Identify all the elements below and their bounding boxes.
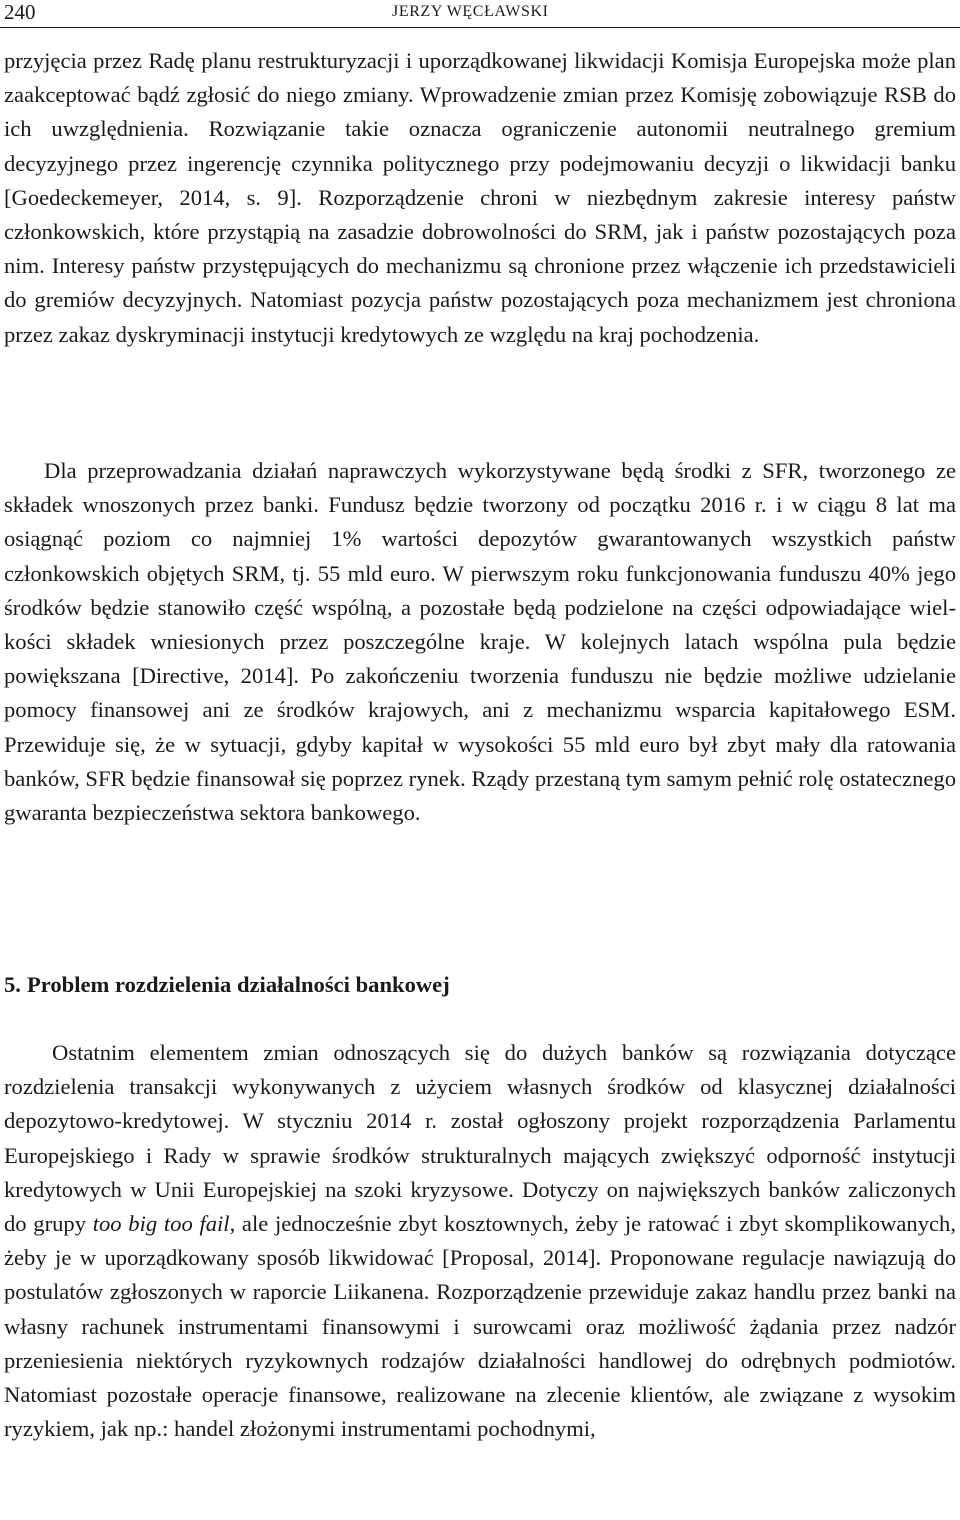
running-author: JERZY WĘCŁAWSKI (392, 3, 549, 20)
body-paragraph-2: Dla przeprowadzania działań naprawczych wykorzystywane będą środki z SFR, tworzonego ze składek wnoszonych przez banki. Fundusz będzie tworzony od początku 2016 r. i w ciągu 8 lat ma osiągnąć poziom co najmniej 1% wartości depozytów gwarantowanych wszystkich państw członkowskich objętych SRM, tj. 55 mld euro. W pierwszym roku funkcjonowania funduszu 40% jego środków będzie stanowiło część wspólną, a pozostałe będą podzielone na części odpowiadające wielkości składek wniesionych przez poszczególne kraje. W kolejnych latach wspólna pula będzie powiększana [Directive, 2014]. Po zakończeniu tworzenia funduszu nie będzie możliwe udzielanie pomocy finansowej ani ze środków krajowych, ani z mechanizmu wsparcia kapitałowego ESM. Przewiduje się, że w sytuacji, gdyby kapitał w wysokości 55 mld euro był zbyt mały dla ratowania banków, SFR będzie finansował się poprzez rynek. Rządy przestaną tym samym pełnić rolę ostatecznego gwaranta bezpieczeństwa sektora bankowego. (4, 458, 956, 826)
page-number: 240 (4, 0, 36, 24)
body-paragraph-3 (4, 1036, 956, 1446)
paragraph-3-text-end: , ale jednocześnie zbyt kosztownych, żeby je ratować i zbyt skomplikowanych, żeby je w uporządkowany sposób likwidować [Proposal, 2014]. Proponowane regulacje nawiązują do postulatów zgłoszonych w raporcie Liikanena. Rozporządzenie przewiduje zakaz handlu przez banki na własny rachunek instrumentami finansowymi i surowcami oraz możliwość żądania przez nadzór przeniesienia niektórych ryzykownych rodzajów działalności handlowej do odrębnych podmiotów. Natomiast pozostałe operacje finansowe, realizowane na zlecenie klientów, ale związane z wysokim ryzykiem, jak np.: handel złożonymi instrumentami pochodnymi, (4, 1211, 956, 1442)
section-title: Problem rozdzielenia działalności bankowej (26, 972, 450, 997)
paragraph-3-text-start: Ostatnim elementem zmian odnoszących się do dużych banków są rozwiązania dotyczące rozdzielenia transakcji wykonywanych z użyciem własnych środków od klasycznej działalności depozytowo-kredytowej. W styczniu 2014 r. został ogłoszony projekt rozporządzenia Parlamentu Europejskiego i Rady w sprawie środków strukturalnych mających zwiększyć odporność instytucji kredytowych w Unii Europejskiej na szoki kryzysowe. Dotyczy on największych banków zaliczonych do grupy (4, 1040, 956, 1237)
section-heading (4, 970, 450, 1000)
body-paragraph-1: przyjęcia przez Radę planu restrukturyzacji i uporządkowanej likwidacji Komisja Europejska może plan zaakceptować bądź zgłosić do niego zmiany. Wprowadzenie zmian przez Komisję zobowiązuje RSB do ich uwzględnienia. Rozwiązanie takie oznacza ograniczenie autonomii neutralnego gremium decyzyjnego przez ingerencję czynnika politycznego przy podejmowaniu decyzji o likwidacji banku [Goedeckemeyer, 2014, s. 9]. Rozporządzenie chroni w niezbędnym zakresie interesy państw członkowskich, które przystąpią na zasadzie dobrowolności do SRM, jak i państw pozostających poza nim. Interesy państw przystępujących do mechanizmu są chronione przez włączenie ich przedstawicieli do gremiów decyzyjnych. Natomiast pozycja państw pozostających poza mechanizmem jest chroniona przez zakaz dyskryminacji instytucji kredytowych ze względu na kraj pochodzenia. (4, 48, 956, 347)
header-rule (0, 27, 960, 28)
section-number: 5. (4, 972, 21, 997)
running-header (0, 0, 960, 30)
paragraph-3-italic-phrase: too big too fail (92, 1211, 230, 1237)
